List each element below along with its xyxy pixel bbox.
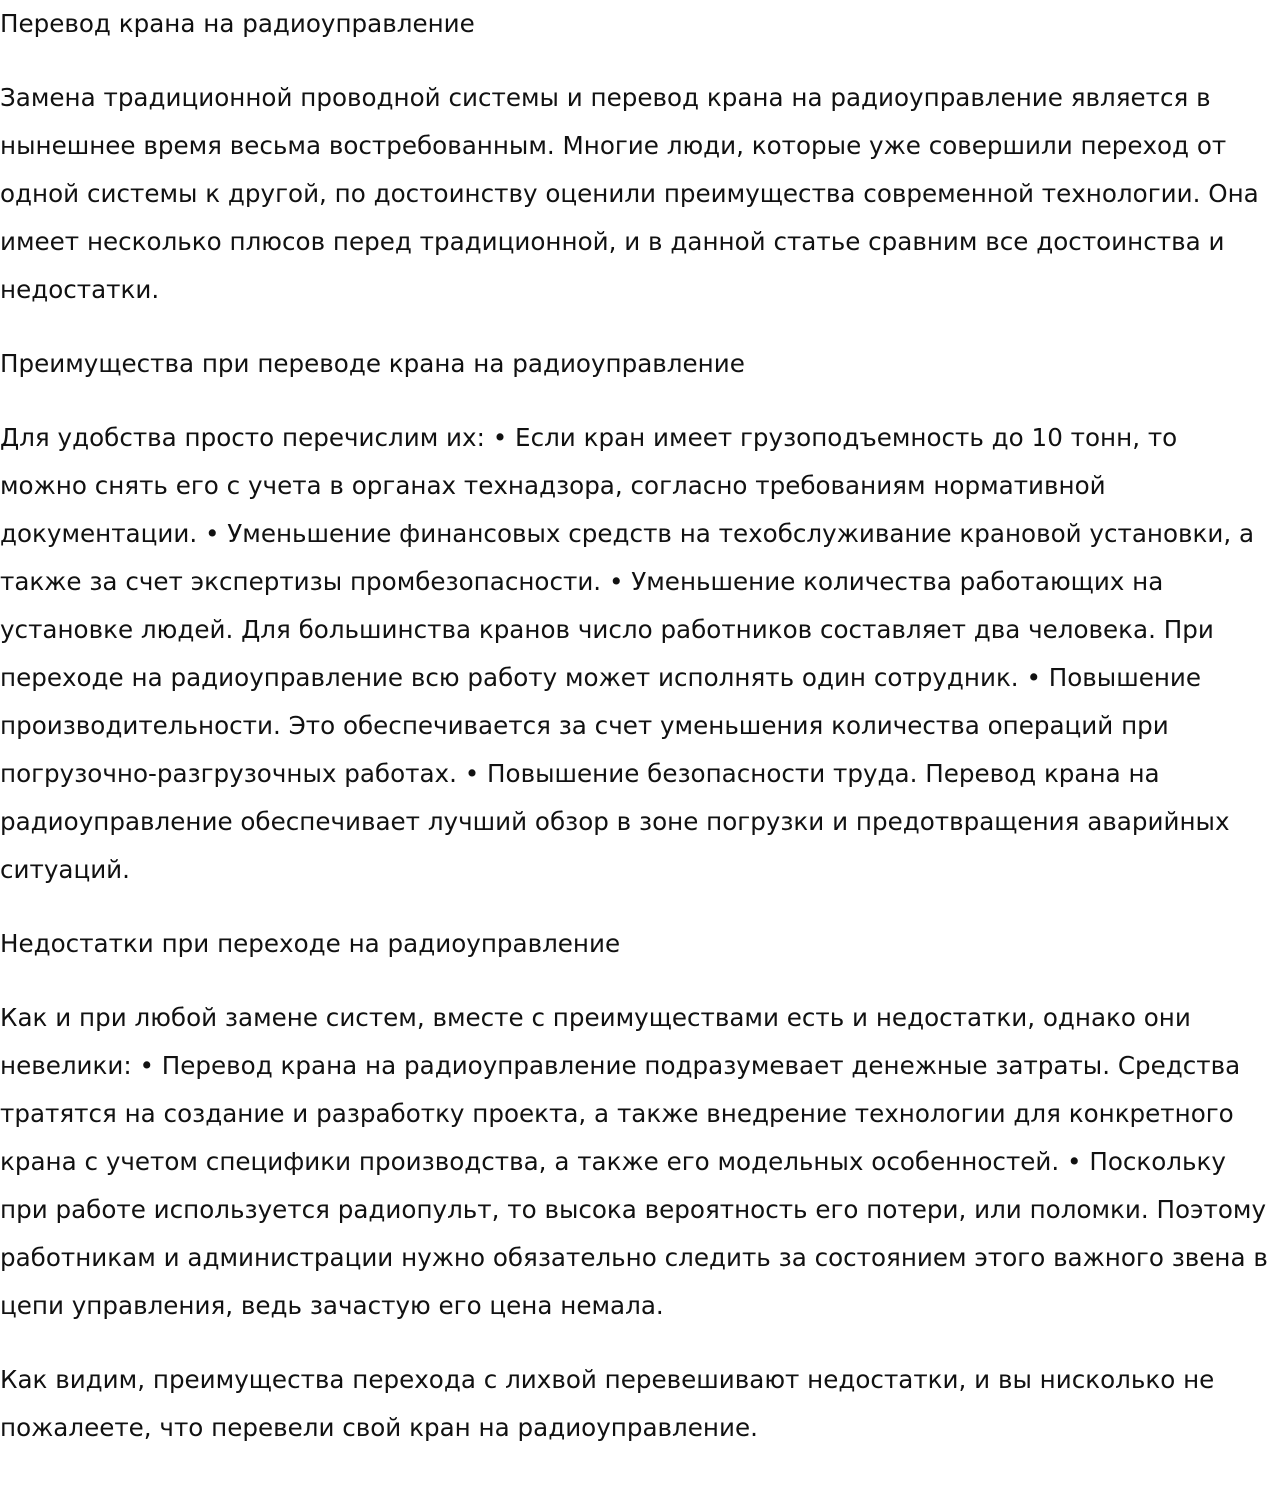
advantages-paragraph: Для удобства просто перечислим их: • Если кран имеет грузоподъемность до 10 тонн, то можно снять его с учета в органах технадзора, согласно требованиям нормативной документации. • Уменьшение финансовых средств на техобслуживание крановой установки, а также за счет экспертизы промбезопасности. • Уменьшение количества работающих на установке людей. Для большинства кранов число работников составляет два человека. При переходе на радиоуправление всю работу может исполнять один сотрудник. • Повышение производительности. Это обеспечивается за счет уменьшения количества операций при погрузочно-разгрузочных работах. • Повышение безопасности труда. Перевод крана на радиоуправление обеспечивает лучший обзор в зоне погрузки и предотвращения аварийных ситуаций. bbox=[0, 423, 1255, 884]
spacer bbox=[0, 388, 1270, 414]
article-title: Перевод крана на радиоуправление bbox=[0, 9, 475, 38]
intro-paragraph: Замена традиционной проводной системы и перевод крана на радиоуправление является в нынешнее время весьма востребованным. Многие люди, которые уже совершили переход от одной системы к другой, по достоинству оценили преимущества современной технологии. Она имеет несколько плюсов перед традиционной, и в данной статье сравним все достоинства и недостатки. bbox=[0, 83, 1259, 304]
conclusion-paragraph: Как видим, преимущества перехода с лихвой перевешивают недостатки, и вы нисколько не пожалеете, что перевели свой кран на радиоуправление. bbox=[0, 1365, 1215, 1442]
spacer bbox=[0, 1330, 1270, 1356]
spacer bbox=[0, 48, 1270, 74]
advantages-heading: Преимущества при переводе крана на радиоуправление bbox=[0, 349, 745, 378]
spacer bbox=[0, 314, 1270, 340]
spacer bbox=[0, 968, 1270, 994]
spacer bbox=[0, 894, 1270, 920]
disadvantages-heading: Недостатки при переходе на радиоуправление bbox=[0, 929, 621, 958]
disadvantages-paragraph: Как и при любой замене систем, вместе с преимуществами есть и недостатки, однако они невелики: • Перевод крана на радиоуправление подразумевает денежные затраты. Средства тратятся на создание и разработку проекта, а также внедрение технологии для конкретного крана с учетом специфики производства, а также его модельных особенностей. • Поскольку при работе используется радиопульт, то высока вероятность его потери, или поломки. Поэтому работникам и администрации нужно обязательно следить за состоянием этого важного звена в цепи управления, ведь зачастую его цена немала. bbox=[0, 1003, 1268, 1320]
